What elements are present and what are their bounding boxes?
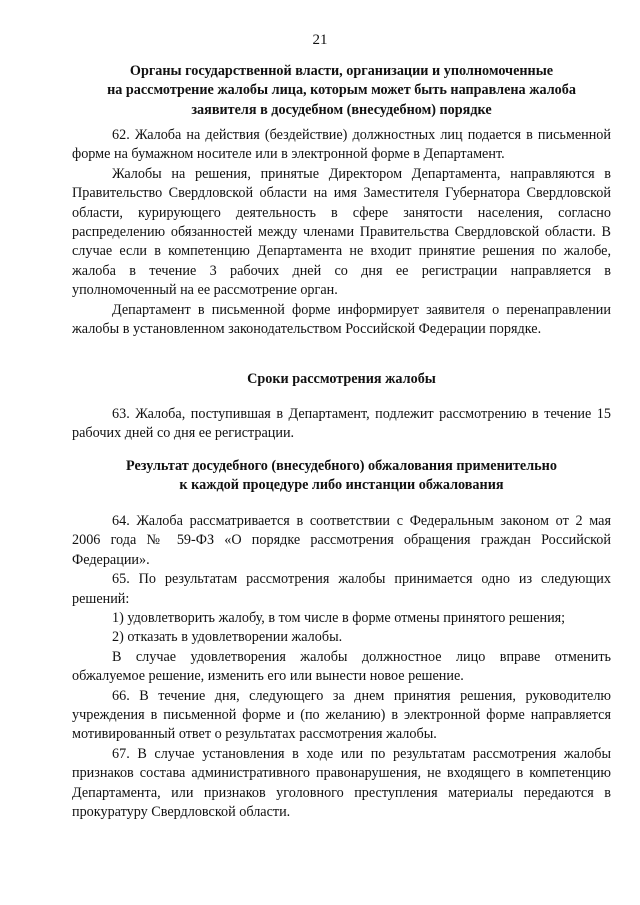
- paragraph-66: 66. В течение дня, следующего за днем принятия решения, руководителю учреждения в письменной форме и (по желанию) в электронной форме направляется мотивированный ответ о результатах рассмотрения жалобы.: [72, 687, 611, 743]
- heading-line-3: заявителя в досудебном (внесудебном) порядке: [191, 101, 492, 118]
- section-bodies: [72, 126, 611, 339]
- paragraph-67: 67. В случае установления в ходе или по результатам рассмотрения жалобы признаков состава административного правонарушения, не входящего в компетенцию Департамента, или признаков уголовного преступления материалы передаются в прокуратуру Свердловской области.: [72, 745, 611, 821]
- heading-result: [72, 457, 611, 496]
- heading-terms-text: Сроки рассмотрения жалобы: [247, 371, 436, 387]
- heading-line-2: на рассмотрение жалобы лица, которым может быть направлена жалоба: [107, 82, 576, 99]
- paragraph-62-decisions: Жалобы на решения, принятые Директором Департамента, направляются в Правительство Свердловской области на имя Заместителя Губернатора Свердловской области, курирующего деятельность в сфере занятости населения, согласно распределению обязанностей между членами Правительства Свердловской области. В случае если в компетенцию Департамента не входит принятие решения по жалобе, жалоба в течение 3 рабочих дней со дня ее регистрации направляется в уполномоченный на ее рассмотрение орган.: [72, 165, 611, 299]
- heading-result-line-1: Результат досудебного (внесудебного) обжалования применительно: [126, 458, 557, 474]
- paragraph-65: 65. По результатам рассмотрения жалобы принимается одно из следующих решений:: [72, 571, 611, 607]
- heading-complaint-bodies: [72, 62, 611, 120]
- paragraph-65-satisfaction: В случае удовлетворения жалобы должностное лицо вправе отменить обжалуемое решение, изменить его или вынести новое решение.: [72, 648, 611, 685]
- section-result: [72, 512, 611, 823]
- section-terms: [72, 405, 611, 444]
- paragraph-64: 64. Жалоба рассматривается в соответствии с Федеральным законом от 2 мая 2006 года № 59-ФЗ «О порядке рассмотрения обращения граждан Российской Федерации».: [72, 513, 611, 568]
- heading-terms: [72, 370, 611, 389]
- paragraph-62: 62. Жалоба на действия (бездействие) должностных лиц подается в письменной форме на бумажном носителе или в электронной форме в Департамент.: [72, 127, 611, 163]
- heading-result-line-2: к каждой процедуре либо инстанции обжалования: [179, 477, 504, 494]
- paragraph-62-notification: Департамент в письменной форме информирует заявителя о перенаправлении жалобы в установленном законодательством Российской Федерации порядке.: [72, 301, 611, 338]
- page-number: 21: [312, 32, 328, 48]
- decision-option-1: 1) удовлетворить жалобу, в том числе в форме отмены принятого решения;: [112, 610, 566, 627]
- decision-option-2: 2) отказать в удовлетворении жалобы.: [112, 629, 343, 646]
- heading-line-1: Органы государственной власти, организации и уполномоченные: [129, 63, 554, 79]
- paragraph-63: 63. Жалоба, поступившая в Департамент, подлежит рассмотрению в течение 15 рабочих дней со дня ее регистрации.: [72, 406, 611, 442]
